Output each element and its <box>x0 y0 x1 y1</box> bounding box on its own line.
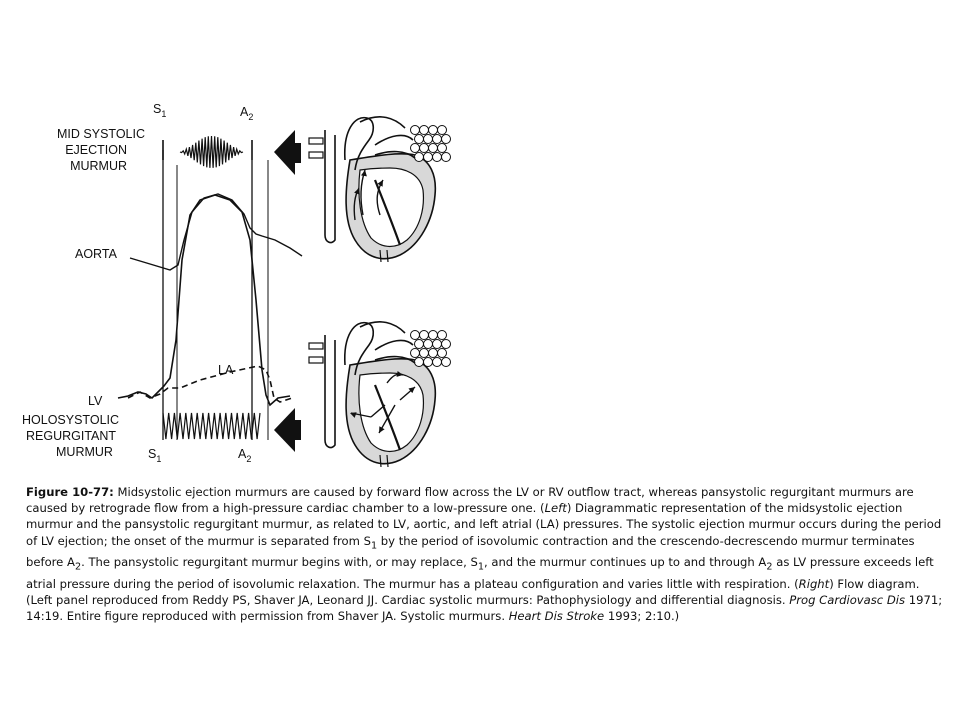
left-arrow-icon <box>274 408 301 452</box>
pressure-waveform-panel <box>118 136 302 440</box>
holosystolic-label <box>22 413 119 459</box>
aorta-label: AORTA <box>75 247 117 261</box>
svg-text:EJECTION: EJECTION <box>65 143 127 157</box>
a2-top-label: $A_2$ <box>240 105 254 122</box>
svg-text:MURMUR: MURMUR <box>56 445 113 459</box>
heart-flow-ejection-icon <box>309 117 451 262</box>
mid-systolic-murmur-waveform <box>180 136 243 168</box>
svg-text:MID SYSTOLIC: MID SYSTOLIC <box>57 127 145 141</box>
la-label: LA <box>218 363 234 377</box>
a2-bottom-label: $A_2$ <box>238 447 252 464</box>
left-arrow-icon <box>274 130 301 175</box>
figure-caption: Figure 10-77: Midsystolic ejection murmurs are caused by forward flow across the LV or RV outflow tract, whereas pansystolic regurgitant murmurs are caused by retrograde flow from a high-pressure cardiac chamber to a low-pressure one. (Left) Diagrammatic representation of the midsystolic ejection murmur and the pansystolic regurgitant murmur, as related to LV, aortic, and left atrial (LA) pressures. The systolic ejection murmur occurs during the period of LV ejection; the onset of the murmur is separated from $S_1$ by the period of isovolumic contraction and the crescendo-decrescendo murmur terminates before $A_2$. The pansystolic regurgitant murmur begins with, or may replace, $S_1$, and the murmur continues up to and through $A_2$ as LV pressure exceeds left atrial pressure during the period of isovolumic relaxation. The murmur has a plateau configuration and varies little with respiration. (Right) Flow diagram. (Left panel reproduced from Reddy PS, Shaver JA, Leonard JJ. Cardiac systolic murmurs: Pathophysiology and differential diagnosis. Prog Cardiovasc Dis 1971; 14:19. Entire figure reproduced with permission from Shaver JA. Systolic murmurs. Heart Dis Stroke 1993; 2:10.) <box>26 485 943 624</box>
svg-text:HOLOSYSTOLIC: HOLOSYSTOLIC <box>22 413 120 427</box>
mid-systolic-label <box>57 127 145 173</box>
svg-text:REGURGITANT: REGURGITANT <box>26 429 117 443</box>
heart-flow-regurgitant-icon <box>309 322 451 467</box>
aorta-pressure-curve <box>130 194 302 270</box>
lv-pressure-curve <box>118 195 290 405</box>
lv-label: LV <box>88 394 103 408</box>
s1-bottom-label: $S_1$ <box>148 447 162 464</box>
svg-text:MURMUR: MURMUR <box>70 159 127 173</box>
s1-top-label: $S_1$ <box>153 102 167 119</box>
caption-label: Figure 10-77: <box>26 485 114 499</box>
holosystolic-murmur-waveform <box>163 413 260 439</box>
